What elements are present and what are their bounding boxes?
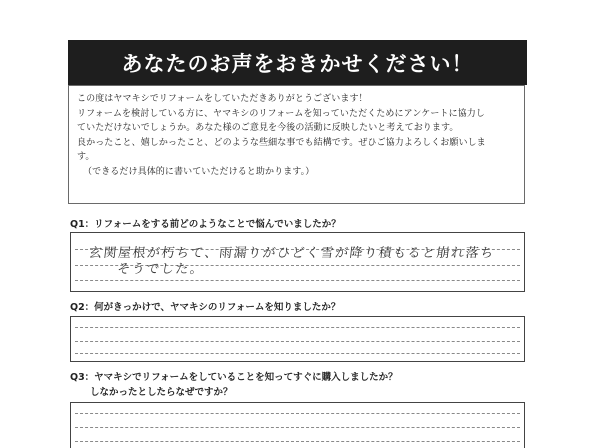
intro-line: この度はヤマキシでリフォームをしていただきありがとうございます！: [77, 94, 368, 104]
answer-rule: [75, 427, 520, 428]
page-title-banner: [68, 40, 527, 85]
intro-line: （できるだけ具体的に書いていただけると助かります。）: [83, 166, 315, 177]
answer-rule: [75, 327, 520, 328]
question-2-answer-box[interactable]: [70, 316, 525, 362]
intro-line: ていただけないでしょうか。あなた様のご意見を今後の活動に反映したいと考えております。: [77, 123, 459, 134]
question-3-label-line2: しなかったとしたらなぜですか？: [90, 387, 233, 398]
answer-rule: [75, 280, 520, 281]
answer-rule: [75, 341, 520, 342]
page-title: あなたのお声をおきかせください！: [121, 51, 474, 76]
question-2-label: Q2：何がきっかけで、ヤマキシのリフォームを知りましたか？: [70, 302, 341, 313]
answer-rule: [75, 353, 520, 354]
intro-box: [68, 85, 525, 204]
intro-line: す。: [77, 152, 95, 163]
answer-rule: [75, 441, 520, 442]
question-3-answer-box[interactable]: [70, 402, 525, 448]
question-1-label: Q1：リフォームをする前どのようなことで悩んでいましたか？: [70, 219, 341, 230]
question-1-handwritten-answer: [86, 246, 495, 278]
question-3-label: Q3：ヤマキシでリフォームをしていることを知ってすぐに購入しましたか？: [70, 372, 398, 383]
intro-line: リフォームを検討している方に、ヤマキシのリフォームを知っていただくためにアンケートに協力し: [77, 108, 485, 119]
intro-line: 良かったこと、嬉しかったこと、どのような些細な事でも結構です。ぜひご協力よろしくお願いしま: [77, 137, 486, 148]
answer-rule: [75, 413, 520, 414]
answer-line: そうでした。: [116, 262, 206, 277]
answer-line: 玄関屋根が朽ちて、雨漏りがひどく雪が降り積もると崩れ落ち: [88, 246, 496, 261]
